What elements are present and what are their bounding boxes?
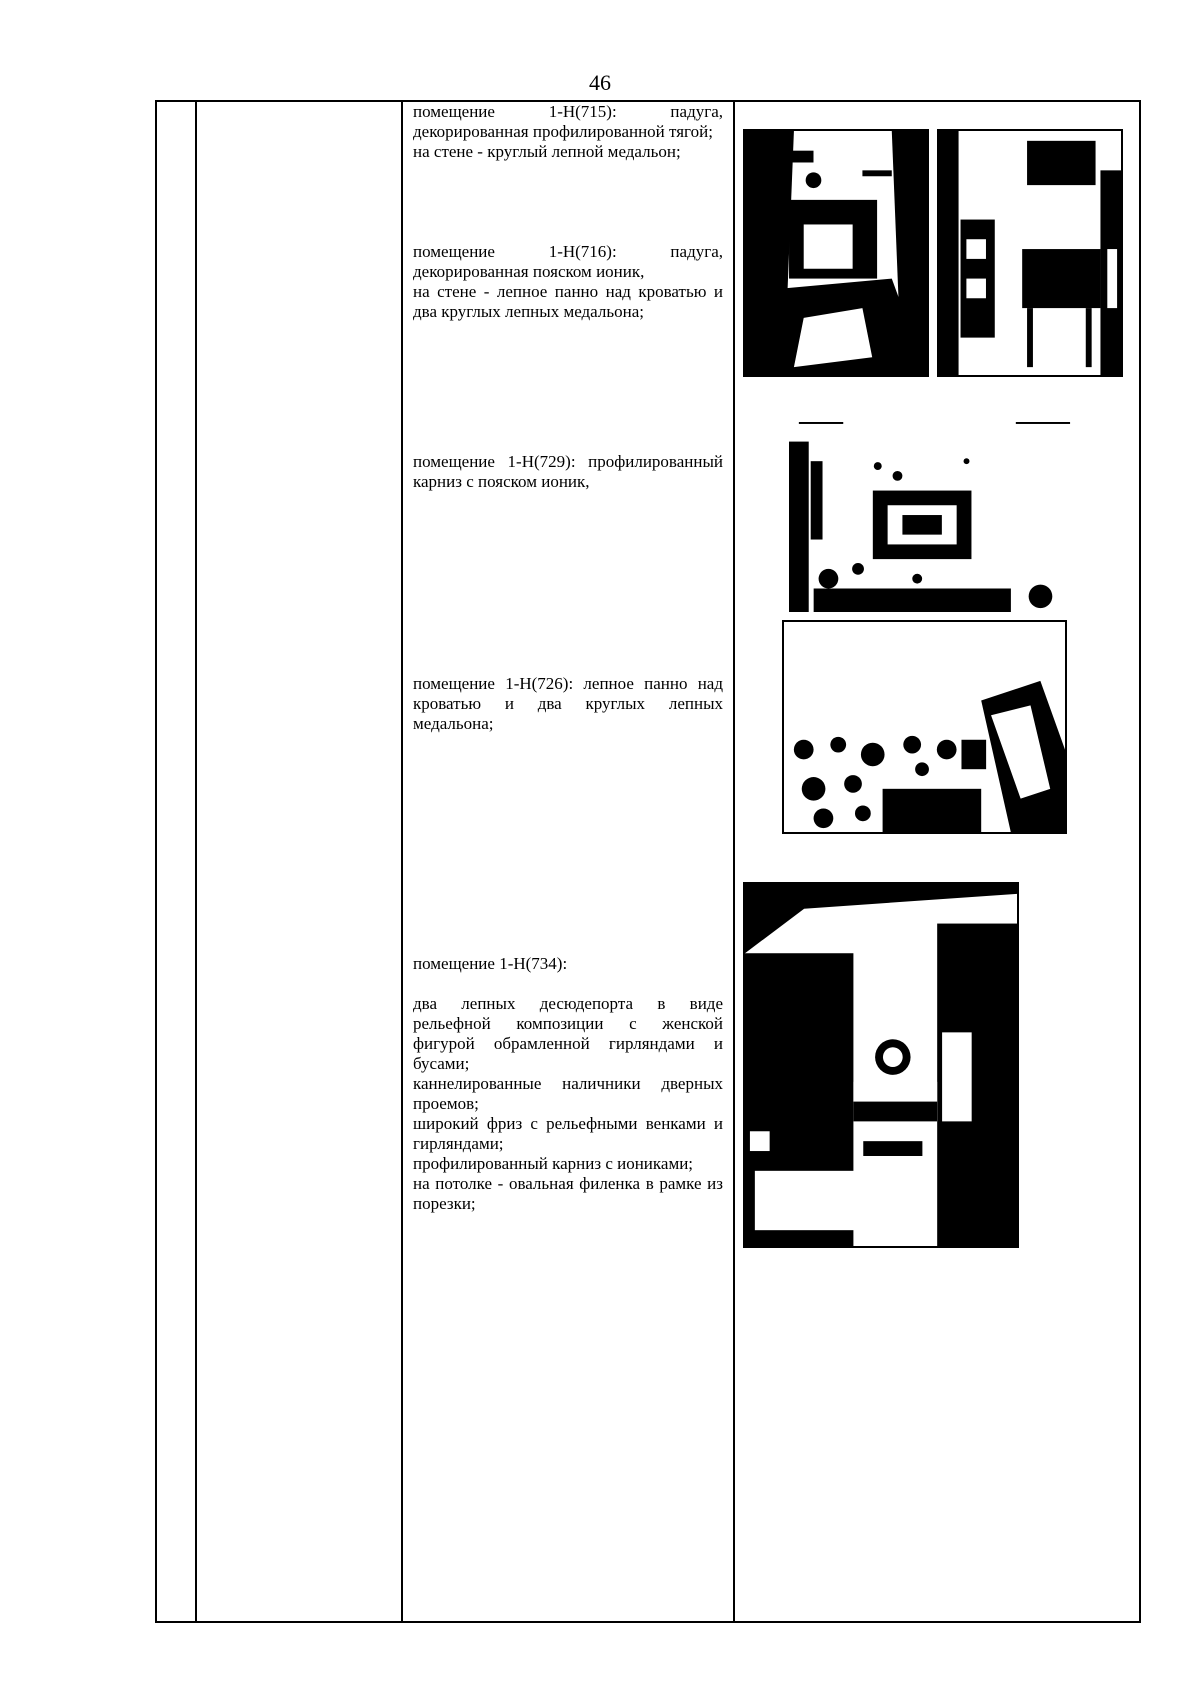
description-paragraph: каннелированные наличники дверных проемов; bbox=[413, 1074, 723, 1113]
room-734-description bbox=[413, 954, 723, 1214]
column-divider-1 bbox=[195, 102, 197, 1621]
description-paragraph: на потолке - овальная филенка в рамке из порезки; bbox=[413, 1174, 723, 1213]
column-divider-2 bbox=[401, 102, 403, 1621]
description-paragraph: профилированный карниз с иониками; bbox=[413, 1154, 694, 1173]
interior-photo-room-716 bbox=[937, 129, 1123, 377]
photo-image bbox=[789, 422, 1075, 612]
photo-image bbox=[745, 884, 1017, 1246]
room-726-description bbox=[413, 674, 723, 734]
interior-photo-room-726 bbox=[782, 620, 1067, 834]
description-paragraph: на стене - круглый лепной медальон; bbox=[413, 142, 681, 161]
description-paragraph: два лепных десюдепорта в виде рельефной композиции с женской фигурой обрамленной гирляндами и бусами; bbox=[413, 994, 723, 1073]
description-paragraph: помещение 1-Н(734): bbox=[413, 954, 568, 973]
description-paragraph: помещение 1-Н(726): лепное панно над кроватью и два круглых лепных медальона; bbox=[413, 674, 723, 733]
interior-photo-room-715 bbox=[743, 129, 929, 377]
description-paragraph: широкий фриз с рельефными венками и гирляндами; bbox=[413, 1114, 723, 1153]
description-paragraph: на стене - лепное панно над кроватью и два круглых лепных медальона; bbox=[413, 282, 723, 321]
room-716-description bbox=[413, 242, 723, 322]
description-paragraph: помещение 1-Н(716): падуга, декорированная пояском ионик, bbox=[413, 242, 723, 281]
room-715-description bbox=[413, 102, 723, 162]
page-number: 46 bbox=[589, 70, 611, 95]
column-divider-3 bbox=[733, 102, 735, 1621]
interior-photo-room-729 bbox=[787, 420, 1077, 614]
description-paragraph: помещение 1-Н(715): падуга, декорированная профилированной тягой; bbox=[413, 102, 723, 141]
room-729-description bbox=[413, 452, 723, 492]
photo-image bbox=[745, 131, 927, 375]
interior-photo-room-734 bbox=[743, 882, 1019, 1248]
photo-image bbox=[784, 622, 1065, 832]
description-paragraph: помещение 1-Н(729): профилированный карниз с пояском ионик, bbox=[413, 452, 723, 491]
monument-table bbox=[155, 100, 1141, 1623]
photo-image bbox=[939, 131, 1121, 375]
